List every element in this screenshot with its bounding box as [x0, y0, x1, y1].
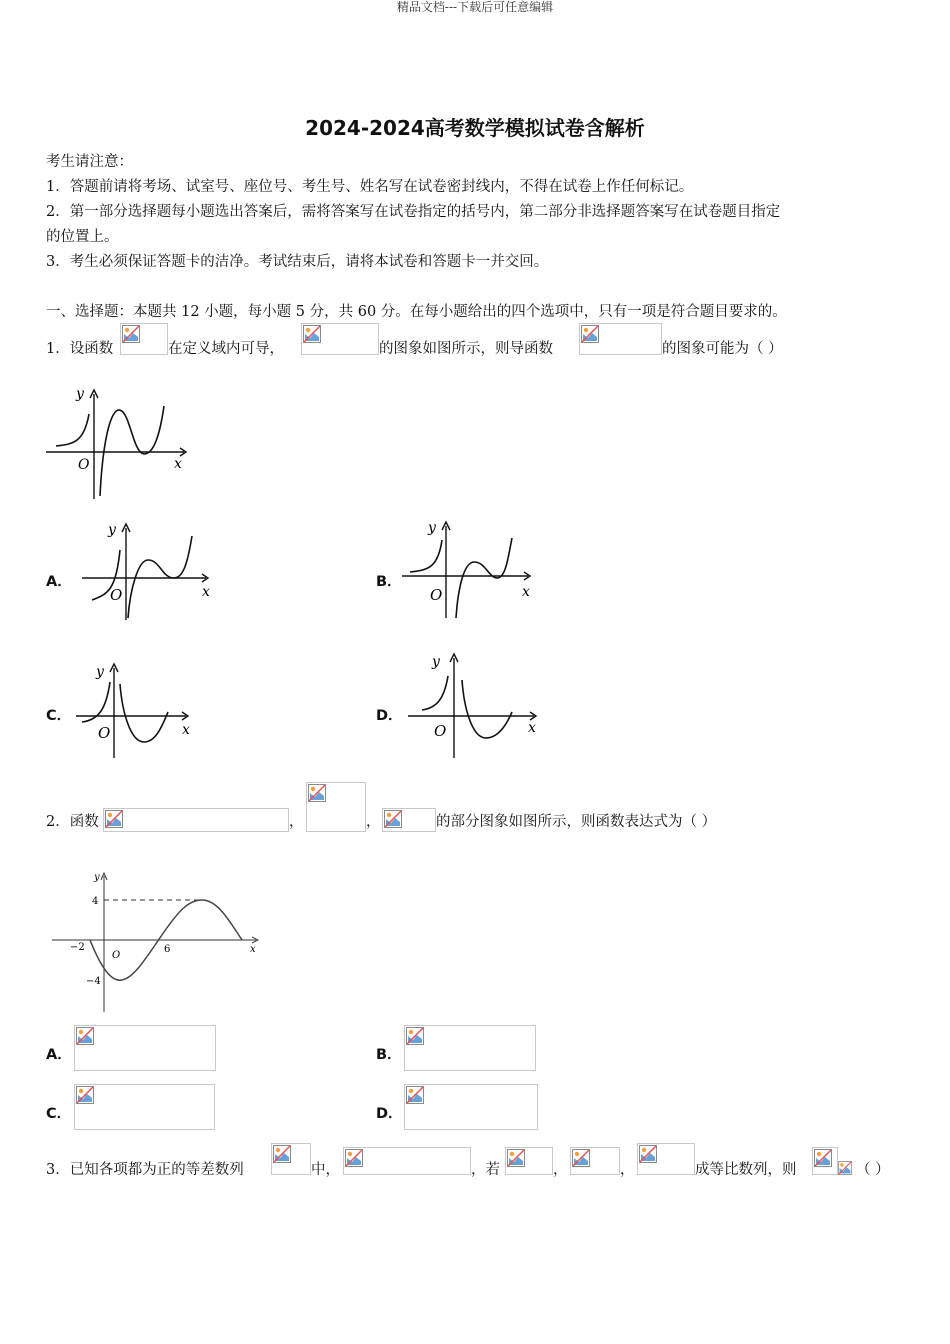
formula-image [570, 1147, 620, 1175]
x-axis-label: x [202, 584, 210, 600]
q2-option-c-formula[interactable] [74, 1084, 215, 1130]
tick-label-4: 4 [92, 896, 99, 907]
notice-item-2: 2．第一部分选择题每小题选出答案后，需将答案写在试卷指定的括号内，第二部分非选择题答案写在试卷题目指定 [46, 204, 781, 220]
q2-option-a-formula[interactable] [74, 1025, 216, 1071]
page-header-note: 精品文档---下载后可任意编辑 [396, 0, 554, 14]
origin-label: O [430, 586, 443, 604]
q2-option-c-label[interactable]: C． [46, 1106, 72, 1122]
broken-image-icon [639, 1145, 657, 1163]
q1-stem-part: 在定义域内可导， [168, 341, 284, 357]
q2-option-b-formula[interactable] [404, 1025, 536, 1071]
y-axis-label: y [96, 664, 104, 680]
q1-option-a-label[interactable]: A． [46, 574, 72, 590]
q2-stem-end: 的部分图象如图所示，则函数表达式为（ ） [436, 814, 717, 830]
broken-image-icon [76, 1086, 94, 1104]
origin-label: O [434, 722, 447, 740]
section-1-heading: 一、选择题：本题共 12 小题，每小题 5 分，共 60 分。在每小题给出的四个选项中，只有一项是符合题目要求的。 [46, 304, 787, 320]
broken-image-icon [572, 1149, 590, 1167]
q1-stem-end: 的图象可能为（ ） [662, 341, 783, 357]
origin-label: O [110, 586, 123, 604]
x-axis-label: x [174, 456, 182, 472]
formula-image [120, 323, 168, 355]
q1-option-a-graph[interactable] [78, 520, 218, 625]
q1-option-b-graph[interactable] [400, 518, 542, 624]
notice-item-1: 1．答题前请将考场、试室号、座位号、考生号、姓名写在试卷密封线内，不得在试卷上作任何标记。 [46, 179, 694, 195]
q1-stem-part: 的图象如图所示，则导函数 [379, 341, 553, 357]
q1-graph-f [44, 384, 192, 502]
q1-option-c-graph[interactable] [74, 660, 198, 760]
formula-image [505, 1147, 553, 1175]
broken-image-icon [406, 1027, 424, 1045]
broken-image-icon [308, 784, 326, 802]
y-axis-label: y [432, 654, 440, 670]
y-axis-label: y [94, 872, 100, 883]
broken-image-icon [406, 1086, 424, 1104]
formula-image [838, 1161, 854, 1175]
q2-option-d-formula[interactable] [404, 1084, 538, 1130]
page-title: 2024-2024高考数学模拟试卷含解析 [305, 116, 645, 140]
tick-label-6: 6 [164, 944, 171, 955]
formula-image [301, 323, 379, 355]
q3-stem-end: （ ） [856, 1162, 890, 1178]
broken-image-icon [838, 1161, 852, 1175]
q2-comma: ， [289, 814, 304, 830]
q1-option-d-graph[interactable] [406, 650, 546, 762]
q3-stem-part: ，若 [471, 1162, 500, 1178]
x-axis-label: x [250, 944, 256, 955]
broken-image-icon [507, 1149, 525, 1167]
q1-option-c-label[interactable]: C． [46, 708, 72, 724]
q3-stem-start: 3．已知各项都为正的等差数列 [46, 1162, 244, 1178]
x-axis-label: x [182, 722, 190, 738]
origin-label: O [98, 724, 111, 742]
broken-image-icon [122, 325, 140, 343]
q3-comma: ， [553, 1162, 568, 1178]
origin-label: O [112, 950, 121, 961]
q3-stem-part: 中， [311, 1162, 340, 1178]
broken-image-icon [303, 325, 321, 343]
broken-image-icon [384, 810, 402, 828]
q1-option-b-label[interactable]: B． [376, 574, 402, 590]
notice-item-2-cont: 的位置上。 [46, 229, 119, 245]
broken-image-icon [105, 810, 123, 828]
q2-stem-start: 2．函数 [46, 814, 99, 830]
q2-option-d-label[interactable]: D． [376, 1106, 403, 1122]
broken-image-icon [76, 1027, 94, 1045]
x-axis-label: x [528, 720, 536, 736]
broken-image-icon [581, 325, 599, 343]
formula-image [271, 1143, 311, 1175]
x-axis-label: x [522, 584, 530, 600]
formula-image [103, 808, 289, 832]
q1-option-d-label[interactable]: D． [376, 708, 403, 724]
notice-heading: 考生请注意： [46, 154, 133, 170]
broken-image-icon [273, 1145, 291, 1163]
q1-stem-start: 1．设函数 [46, 341, 114, 357]
formula-image [812, 1147, 838, 1175]
formula-image [579, 323, 662, 355]
y-axis-label: y [108, 522, 116, 538]
tick-label-neg4: −4 [86, 976, 101, 987]
formula-image [637, 1143, 695, 1175]
y-axis-label: y [76, 386, 84, 402]
q2-sine-graph [50, 870, 266, 1016]
formula-image [306, 782, 366, 832]
origin-label: O [78, 457, 90, 473]
notice-item-3: 3．考生必须保证答题卡的洁净。考试结束后，请将本试卷和答题卡一并交回。 [46, 254, 549, 270]
broken-image-icon [814, 1149, 832, 1167]
y-axis-label: y [428, 520, 436, 536]
q3-stem-part: 成等比数列，则 [695, 1162, 797, 1178]
formula-image [382, 808, 436, 832]
q2-comma: ， [366, 814, 381, 830]
q2-option-a-label[interactable]: A． [46, 1047, 72, 1063]
q2-option-b-label[interactable]: B． [376, 1047, 402, 1063]
broken-image-icon [345, 1149, 363, 1167]
formula-image [343, 1147, 471, 1175]
tick-label-neg2: −2 [70, 942, 85, 953]
q3-comma: ， [620, 1162, 635, 1178]
